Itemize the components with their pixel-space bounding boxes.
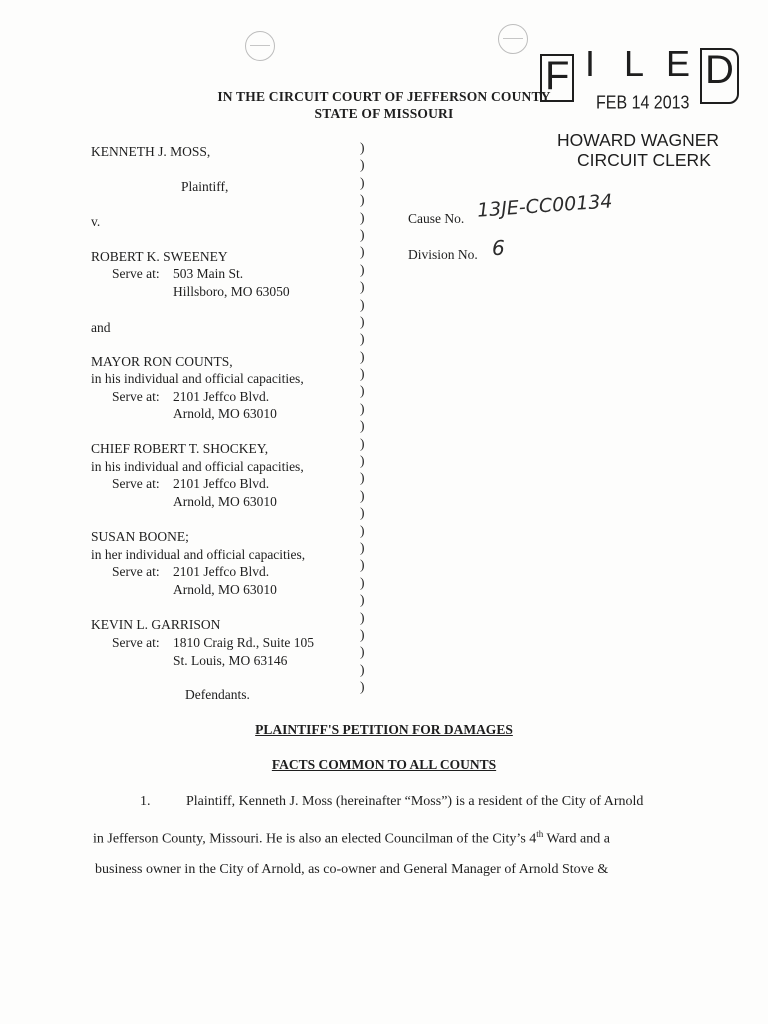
caption-parenthesis: ) [360, 487, 365, 503]
defendant-5-serve-label: Serve at: [112, 635, 160, 650]
paragraph-line-3: business owner in the City of Arnold, as co-owner and General Manager of Arnold Stove & [95, 862, 609, 877]
caption-parenthesis: ) [360, 192, 365, 208]
caption-parenthesis: ) [360, 557, 365, 573]
caption-parenthesis: ) [360, 209, 365, 225]
punch-hole-right [498, 24, 528, 54]
defendant-4-address-2: Arnold, MO 63010 [173, 582, 277, 597]
filed-stamp-letter-i: I [585, 43, 596, 84]
division-number-label: Division No. [408, 247, 478, 262]
defendant-4-serve-label: Serve at: [112, 564, 160, 579]
filed-stamp-letter-e: E [666, 43, 691, 84]
facts-heading [0, 757, 768, 773]
defendant-3-name: CHIEF ROBERT T. SHOCKEY, [91, 441, 269, 456]
caption-parenthesis: ) [360, 174, 365, 190]
defendant-5-name: KEVIN L. GARRISON [91, 617, 221, 632]
plaintiff-name: KENNETH J. MOSS, [91, 144, 211, 159]
clerk-title: CIRCUIT CLERK [577, 150, 711, 170]
caption-parenthesis: ) [360, 140, 365, 155]
paragraph-line-2 [93, 829, 610, 848]
ordinal-suffix: th [536, 829, 544, 839]
defendant-4-capacity: in her individual and official capacities, [91, 547, 306, 562]
defendant-2-serve-label: Serve at: [112, 389, 160, 404]
cause-number-value: 13JE-CC00134 [476, 190, 614, 222]
caption-parenthesis: ) [360, 626, 365, 642]
defendant-3-serve-label: Serve at: [112, 476, 160, 491]
caption-parenthesis: ) [360, 435, 365, 451]
defendant-2-address-1: 2101 Jeffco Blvd. [173, 389, 270, 404]
versus: v. [91, 214, 101, 229]
caption-parenthesis: ) [360, 539, 365, 555]
defendant-5-address-2: St. Louis, MO 63146 [173, 653, 288, 668]
defendant-2-address-2: Arnold, MO 63010 [173, 406, 277, 421]
caption-parenthesis: ) [360, 453, 365, 469]
defendant-4-address-1: 2101 Jeffco Blvd. [173, 564, 270, 579]
caption-parenthesis: ) [360, 418, 365, 434]
caption-parenthesis: ) [360, 609, 365, 625]
caption-parenthesis: ) [360, 261, 365, 277]
caption-parenthesis: ) [360, 470, 365, 486]
plaintiff-role: Plaintiff, [181, 179, 229, 194]
caption-parenthesis: ) [360, 296, 365, 312]
punch-hole-left [245, 31, 275, 61]
filed-stamp-letter-f: F [540, 54, 574, 102]
court-state: STATE OF MISSOURI [314, 106, 454, 121]
clerk-name: HOWARD WAGNER [557, 130, 720, 150]
filed-date: FEB 14 2013 [596, 93, 690, 114]
division-number-value: 6 [492, 236, 505, 260]
defendant-1-serve-label: Serve at: [112, 266, 160, 281]
defendants-role: Defendants. [185, 687, 250, 702]
cause-number-label: Cause No. [408, 211, 465, 226]
defendant-3-capacity: in his individual and official capacities, [91, 459, 304, 474]
caption-parenthesis: ) [360, 644, 365, 660]
caption-parenthesis: ) [360, 679, 365, 695]
court-name: IN THE CIRCUIT COURT OF JEFFERSON COUNTY [217, 89, 551, 104]
defendant-1-address-1: 503 Main St. [173, 266, 244, 281]
caption-parenthesis: ) [360, 574, 365, 590]
caption-parenthesis: ) [360, 592, 365, 608]
paragraph-line-2-b: Ward and a [543, 831, 610, 847]
caption-parenthesis: ) [360, 400, 365, 416]
defendant-1-address-2: Hillsboro, MO 63050 [173, 284, 290, 299]
caption-parenthesis: ) [360, 522, 365, 538]
defendant-5-address-1: 1810 Craig Rd., Suite 105 [173, 635, 314, 650]
filed-stamp-letter-l: L [624, 43, 645, 84]
and-connector: and [91, 320, 111, 335]
defendant-2-capacity: in his individual and official capacities, [91, 371, 304, 386]
defendant-3-address-2: Arnold, MO 63010 [173, 494, 277, 509]
defendant-3-address-1: 2101 Jeffco Blvd. [173, 476, 270, 491]
defendant-1-name: ROBERT K. SWEENEY [91, 249, 228, 264]
paragraph-number: 1. [140, 794, 151, 809]
caption-parenthesis: ) [360, 226, 365, 242]
caption-parenthesis: ) [360, 383, 365, 399]
paragraph-line-1: Plaintiff, Kenneth J. Moss (hereinafter “Moss”) is a resident of the City of Arnold [186, 794, 644, 809]
defendant-2-name: MAYOR RON COUNTS, [91, 354, 233, 369]
caption-parenthesis: ) [360, 331, 365, 347]
defendant-4-name: SUSAN BOONE; [91, 529, 189, 544]
paragraph-line-2-a: in Jefferson County, Missouri. He is also an elected Councilman of the City’s 4 [93, 831, 537, 847]
caption-parenthesis: ) [360, 244, 365, 260]
petition-heading-text: PLAINTIFF'S PETITION FOR DAMAGES [255, 722, 513, 737]
caption-parenthesis: ) [360, 348, 365, 364]
caption-parenthesis: ) [360, 661, 365, 677]
caption-parenthesis: ) [360, 366, 365, 382]
filed-stamp-letter-d: D [700, 48, 739, 104]
caption-parenthesis: ) [360, 157, 365, 173]
caption-parenthesis: ) [360, 313, 365, 329]
facts-heading-text: FACTS COMMON TO ALL COUNTS [271, 757, 497, 772]
caption-parenthesis: ) [360, 505, 365, 521]
caption-parenthesis-column [360, 139, 372, 696]
caption-parenthesis: ) [360, 279, 365, 295]
petition-heading [0, 722, 768, 738]
